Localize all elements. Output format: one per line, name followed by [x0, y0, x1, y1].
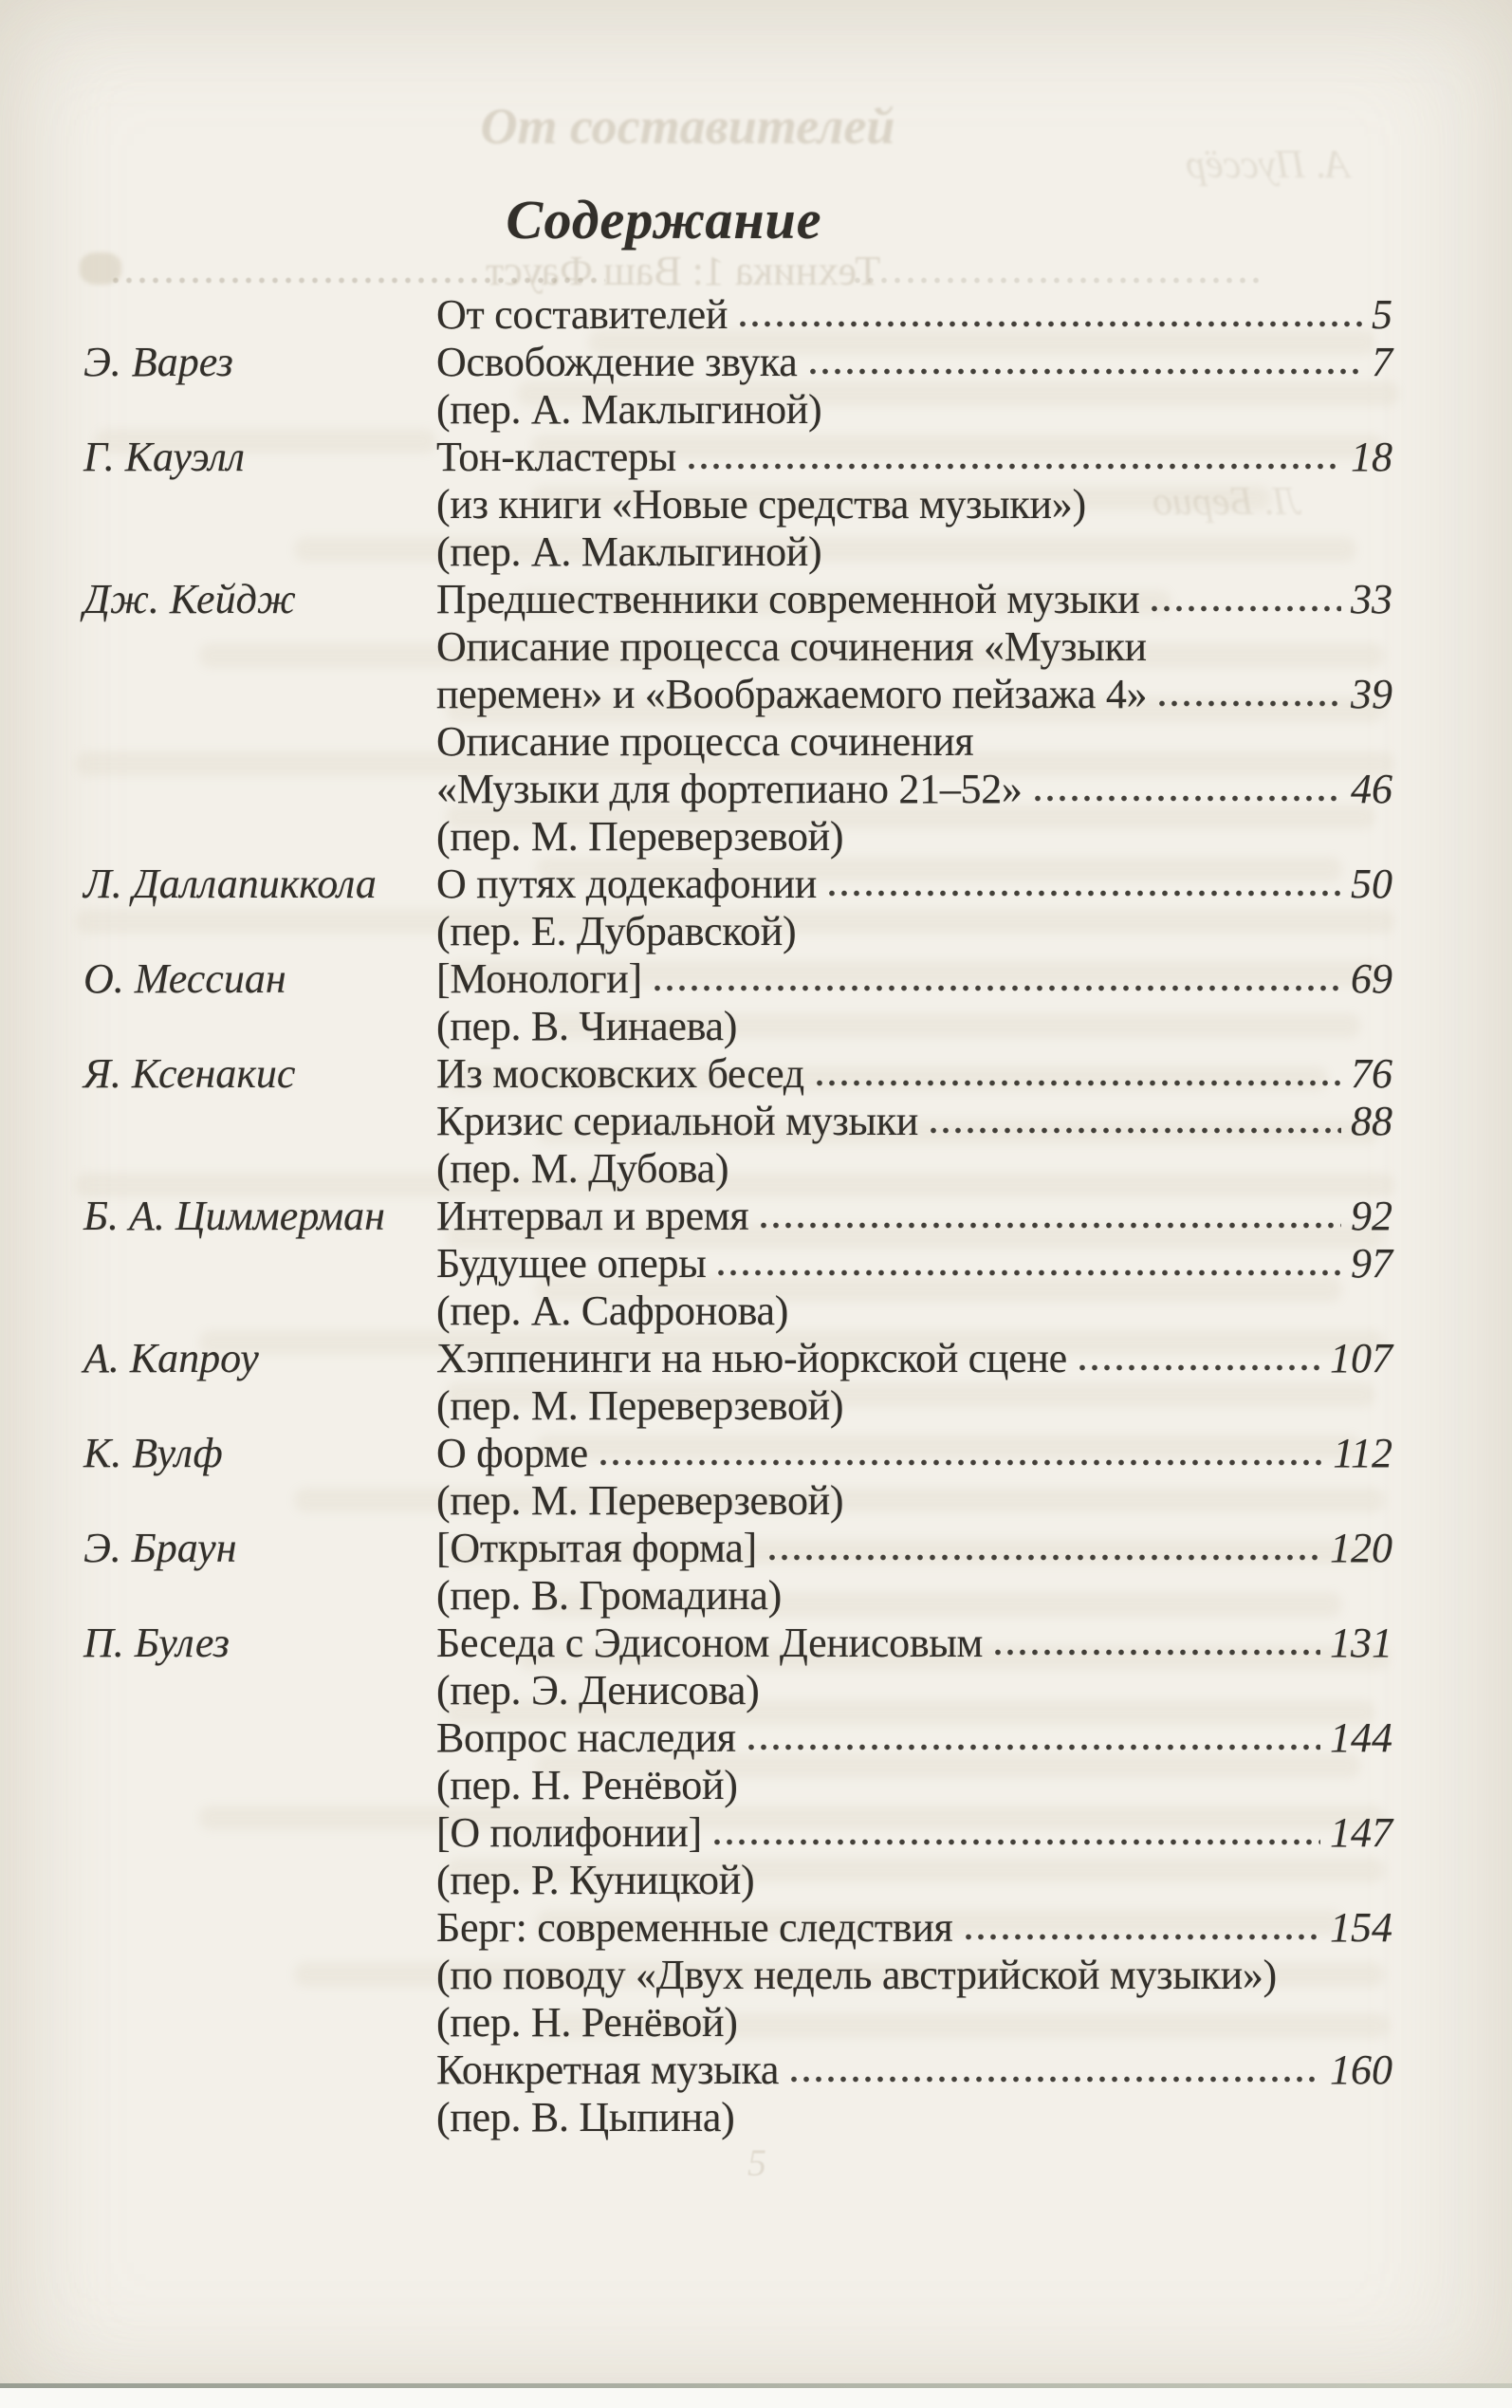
dot-leader [717, 1269, 1341, 1276]
toc-page-number: 18 [1351, 434, 1392, 480]
toc-row [83, 1857, 1392, 1904]
toc-entry-title: Освобождение звука [436, 339, 798, 385]
toc-entry-title: (пер. М. Переверзевой) [436, 813, 844, 860]
toc-row [83, 1667, 1392, 1714]
toc-author [83, 1952, 436, 1999]
toc-author: К. Вулф [83, 1430, 223, 1476]
dot-leader [760, 1222, 1341, 1229]
toc-entry-title: (пер. Р. Куницкой) [436, 1857, 755, 1903]
toc-row [83, 1287, 1392, 1335]
toc-author: А. Капроу [83, 1335, 259, 1381]
toc-entry-title: (пер. В. Цыпина) [436, 2094, 735, 2140]
toc-author [83, 1240, 436, 1287]
toc-author [83, 528, 436, 576]
dot-leader [809, 368, 1362, 375]
toc-row [83, 623, 1392, 671]
toc-author [83, 386, 436, 434]
toc-author: Дж. Кейдж [83, 576, 296, 622]
toc-author [83, 908, 436, 955]
toc-author [83, 671, 436, 718]
dot-leader [1034, 795, 1341, 802]
toc-author [83, 1145, 436, 1193]
toc-page-number: 69 [1351, 955, 1392, 1002]
toc-row [83, 1904, 1392, 1952]
scan-background [0, 2388, 1512, 2408]
toc-row [83, 1762, 1392, 1809]
toc-author [83, 718, 436, 766]
toc-row [83, 1335, 1392, 1382]
toc-author [83, 813, 436, 861]
dot-leader [747, 1744, 1320, 1750]
toc-entry-title: Берг: современные следствия [436, 1904, 953, 1951]
dot-leader [994, 1649, 1320, 1656]
toc-entry-title: Беседа с Эдисоном Денисовым [436, 1620, 984, 1666]
dot-leader [688, 463, 1341, 470]
toc-page-number: 131 [1330, 1620, 1392, 1666]
toc-page-number: 112 [1333, 1430, 1392, 1476]
toc-author [83, 1572, 436, 1620]
dot-leader [654, 985, 1341, 991]
dot-leader [790, 2076, 1320, 2083]
toc-entry-title: Интервал и время [436, 1193, 749, 1239]
bleed-through-dot-leader [112, 277, 605, 284]
toc-row [83, 1098, 1392, 1145]
toc-author [83, 1999, 436, 2047]
toc-page-number: 154 [1330, 1904, 1392, 1951]
toc-entry-title: (пер. Н. Ренёвой) [436, 1762, 738, 1808]
toc-row [83, 386, 1392, 434]
toc-entry-title: Вопрос наследия [436, 1714, 736, 1761]
toc-row [83, 1809, 1392, 1857]
dot-leader [828, 890, 1341, 897]
toc-page-number: 107 [1330, 1335, 1392, 1381]
toc-row [83, 1145, 1392, 1193]
toc-author [83, 1762, 436, 1809]
table-of-contents [83, 291, 1392, 2141]
toc-entry-title: (пер. М. Дубова) [436, 1145, 729, 1192]
dot-leader [713, 1839, 1320, 1845]
toc-row [83, 2094, 1392, 2141]
toc-entry-title: Будущее оперы [436, 1240, 707, 1287]
bleed-through-author: Л. Берио [1152, 480, 1300, 524]
toc-author [83, 291, 436, 339]
toc-author [83, 2047, 436, 2094]
toc-author: Э. Браун [83, 1525, 237, 1571]
dot-leader [599, 1459, 1323, 1466]
toc-row [83, 813, 1392, 861]
toc-page-number: 39 [1351, 671, 1392, 717]
toc-author [83, 481, 436, 528]
toc-author [83, 1904, 436, 1952]
toc-entry-title: (пер. М. Переверзевой) [436, 1477, 844, 1524]
bleed-through-smudge [80, 252, 121, 285]
toc-row [83, 718, 1392, 766]
toc-author: Г. Кауэлл [83, 434, 245, 480]
dot-leader [965, 1934, 1321, 1940]
toc-row [83, 766, 1392, 813]
toc-page-number: 147 [1330, 1809, 1392, 1856]
toc-entry-title: [О полифонии] [436, 1809, 702, 1856]
toc-author: Л. Даллапиккола [83, 861, 377, 907]
toc-row [83, 528, 1392, 576]
toc-row [83, 1477, 1392, 1525]
toc-row [83, 576, 1392, 623]
toc-author [83, 623, 436, 671]
bleed-through-heading: От составителей [480, 98, 895, 155]
toc-page-number: 46 [1351, 766, 1392, 812]
toc-page-number: 88 [1351, 1098, 1392, 1144]
toc-row [83, 955, 1392, 1003]
toc-page-number: 33 [1351, 576, 1392, 622]
toc-entry-title: (пер. Н. Ренёвой) [436, 1999, 738, 2046]
toc-row [83, 1999, 1392, 2047]
toc-author [83, 1667, 436, 1714]
toc-entry-title: (пер. В. Громадина) [436, 1572, 782, 1619]
toc-row [83, 1525, 1392, 1572]
dot-leader [816, 1080, 1341, 1086]
toc-entry-title: (пер. В. Чинаева) [436, 1003, 738, 1049]
toc-entry-title: (пер. А. Маклыгиной) [436, 386, 822, 433]
toc-entry-title: Предшественники современной музыки [436, 576, 1140, 622]
toc-row [83, 1620, 1392, 1667]
toc-row [83, 1193, 1392, 1240]
toc-row [83, 1382, 1392, 1430]
dot-leader [1151, 605, 1341, 612]
toc-row [83, 1430, 1392, 1477]
toc-author [83, 766, 436, 813]
toc-author [83, 1287, 436, 1335]
toc-entry-title: Хэппенинги на нью-йоркской сцене [436, 1335, 1067, 1381]
toc-page-number: 144 [1330, 1714, 1392, 1761]
toc-author [83, 1714, 436, 1762]
dot-leader [930, 1127, 1341, 1134]
dot-leader [739, 321, 1362, 327]
toc-author: Б. А. Циммерман [83, 1193, 386, 1239]
toc-row [83, 481, 1392, 528]
toc-author [83, 1857, 436, 1904]
toc-author [83, 1382, 436, 1430]
toc-entry-title: (пер. А. Маклыгиной) [436, 528, 822, 575]
toc-author [83, 1098, 436, 1145]
toc-row [83, 861, 1392, 908]
toc-row [83, 1050, 1392, 1098]
toc-author: П. Булез [83, 1620, 230, 1666]
toc-entry-title: [Открытая форма] [436, 1525, 757, 1571]
toc-entry-title: О путях додекафонии [436, 861, 817, 907]
toc-page-number: 76 [1351, 1050, 1392, 1097]
bleed-through-entry-title: Техника 1: Ваш Фауст [486, 248, 881, 294]
toc-page-number: 5 [1372, 291, 1392, 338]
dot-leader [1079, 1364, 1320, 1371]
toc-page-number: 120 [1330, 1525, 1392, 1571]
toc-author [83, 1477, 436, 1525]
toc-entry-title: Описание процесса сочинения «Музыки [436, 623, 1147, 670]
toc-author: О. Мессиан [83, 955, 286, 1002]
toc-author [83, 1809, 436, 1857]
toc-entry-title: перемен» и «Воображаемого пейзажа 4» [436, 671, 1148, 717]
bleed-through-dot-leader [854, 277, 1262, 284]
dot-leader [1158, 700, 1341, 707]
toc-author: Э. Варез [83, 339, 233, 385]
toc-page-number: 160 [1330, 2047, 1392, 2093]
toc-row [83, 1714, 1392, 1762]
page-title: Содержание [506, 189, 822, 250]
toc-page-number: 50 [1351, 861, 1392, 907]
toc-author [83, 1003, 436, 1050]
toc-page-number: 7 [1372, 339, 1392, 385]
bleed-through-author: А. Пуссёр [1186, 143, 1350, 187]
toc-entry-title: (из книги «Новые средства музыки») [436, 481, 1086, 528]
toc-entry-title: Кризис сериальной музыки [436, 1098, 919, 1144]
toc-row [83, 908, 1392, 955]
toc-entry-title: (пер. Э. Денисова) [436, 1667, 760, 1713]
toc-row [83, 671, 1392, 718]
toc-page-number: 92 [1351, 1193, 1392, 1239]
toc-entry-title: (пер. М. Переверзевой) [436, 1382, 844, 1429]
toc-page-number: 97 [1351, 1240, 1392, 1287]
toc-entry-title: От составителей [436, 291, 728, 338]
toc-entry-title: [Монологи] [436, 955, 642, 1002]
toc-author [83, 2094, 436, 2141]
toc-author: Я. Ксенакис [83, 1050, 296, 1097]
toc-entry-title: Конкретная музыка [436, 2047, 780, 2093]
toc-row [83, 339, 1392, 386]
bleed-through-page-number: 5 [747, 2141, 766, 2184]
toc-row [83, 1952, 1392, 1999]
toc-row [83, 2047, 1392, 2094]
toc-entry-title: «Музыки для фортепиано 21–52» [436, 766, 1023, 812]
toc-entry-title: Описание процесса сочинения [436, 718, 974, 765]
toc-row [83, 1240, 1392, 1287]
toc-entry-title: (по поводу «Двух недель австрийской музыки») [436, 1952, 1277, 1998]
toc-row [83, 1003, 1392, 1050]
toc-entry-title: Из московских бесед [436, 1050, 804, 1097]
toc-entry-title: (пер. Е. Дубравской) [436, 908, 797, 954]
toc-entry-title: Тон-кластеры [436, 434, 676, 480]
toc-entry-title: (пер. А. Сафронова) [436, 1287, 789, 1334]
toc-row [83, 1572, 1392, 1620]
dot-leader [768, 1554, 1320, 1561]
toc-row [83, 291, 1392, 339]
toc-row [83, 434, 1392, 481]
toc-entry-title: О форме [436, 1430, 588, 1476]
